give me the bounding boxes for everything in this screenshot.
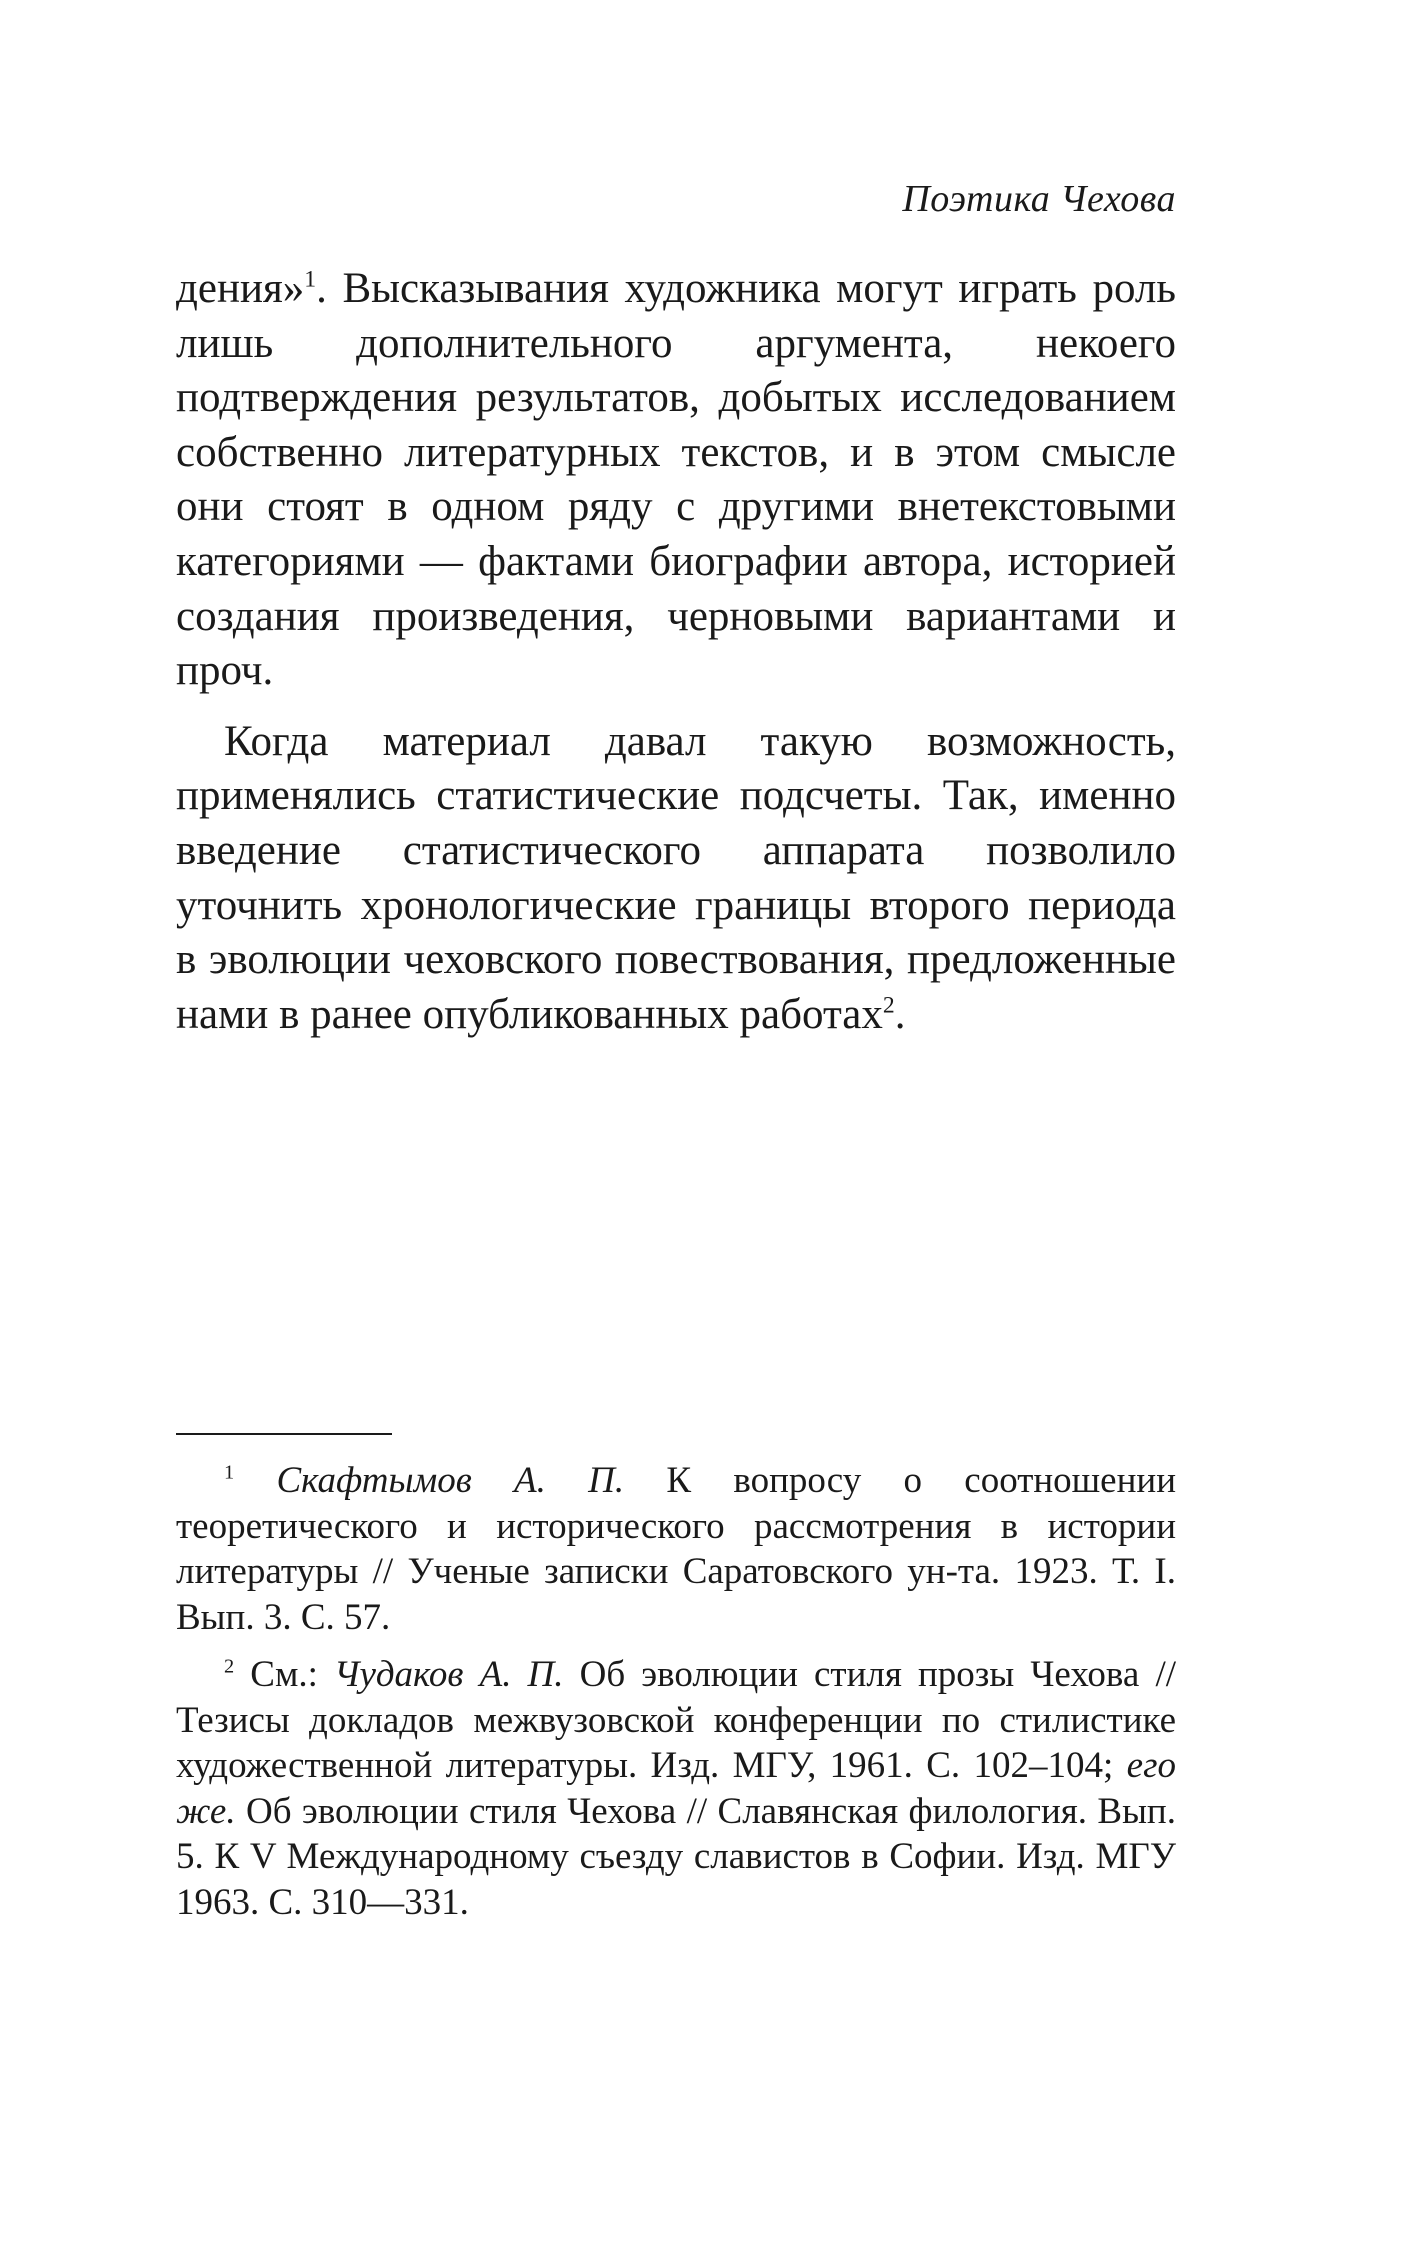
footnote-ref[interactable]: 1 <box>304 266 317 293</box>
running-head: Поэтика Чехова <box>902 178 1176 220</box>
footnote-author: Чудаков А. П. <box>334 1654 564 1695</box>
footnote-ibid: его же. <box>176 1745 1176 1832</box>
footnote-text: Об эволюции стиля прозы Чехова // Тезисы докладов межвузовской конференции по стилистике художественной литературы. Изд. МГУ, 1961. С. 102–104; <box>176 1654 1177 1786</box>
paragraph-text: . Высказывания художника могут играть роль лишь дополнительного аргумента, некоего подтверждения результатов, добытых исследованием собственно литературных текстов, и в этом смысле они стоят в одном ряду с другими внетекстовыми категориями — фактами биографии автора, историей создания произведения, черновыми вариантами и проч. <box>176 265 1176 695</box>
paragraph-text: . <box>894 990 906 1038</box>
footnote-text: Об эволюции стиля Чехова // Славянская филология. Вып. 5. К V Международному съезду славистов в Софии. Изд. МГУ 1963. С. 310—331. <box>176 1790 1176 1923</box>
footnote-separator <box>176 1433 392 1435</box>
footnote <box>176 1652 1176 1925</box>
footnote-author: Скафтымов А. П. <box>276 1460 625 1501</box>
paragraph-text: Когда материал давал такую возможность, применялись статистические подсчеты. Так, именно введение статистического аппарата позволило уточнить хронологические границы второго периода в эволюции чеховского повествования, предложенные нами в ранее опубликованных работах <box>176 717 1176 1038</box>
footnote-text: К вопросу о соотношении теоретического и исторического рассмотрения в истории литературы // Ученые записки Саратовского ун-та. 1923. Т. I. Вып. 3. С. 57. <box>176 1460 1176 1638</box>
footnote-mark: 2 <box>224 1655 235 1678</box>
footnote-ref[interactable]: 2 <box>882 992 895 1019</box>
footnote-mark: 1 <box>224 1461 235 1484</box>
paragraph <box>176 262 1176 699</box>
paragraph-text: дения» <box>176 265 305 312</box>
main-text <box>176 262 1176 1058</box>
footnote-prefix: См.: <box>234 1654 335 1695</box>
footnotes <box>176 1458 1176 1937</box>
paragraph <box>176 715 1176 1043</box>
footnote <box>176 1458 1176 1640</box>
